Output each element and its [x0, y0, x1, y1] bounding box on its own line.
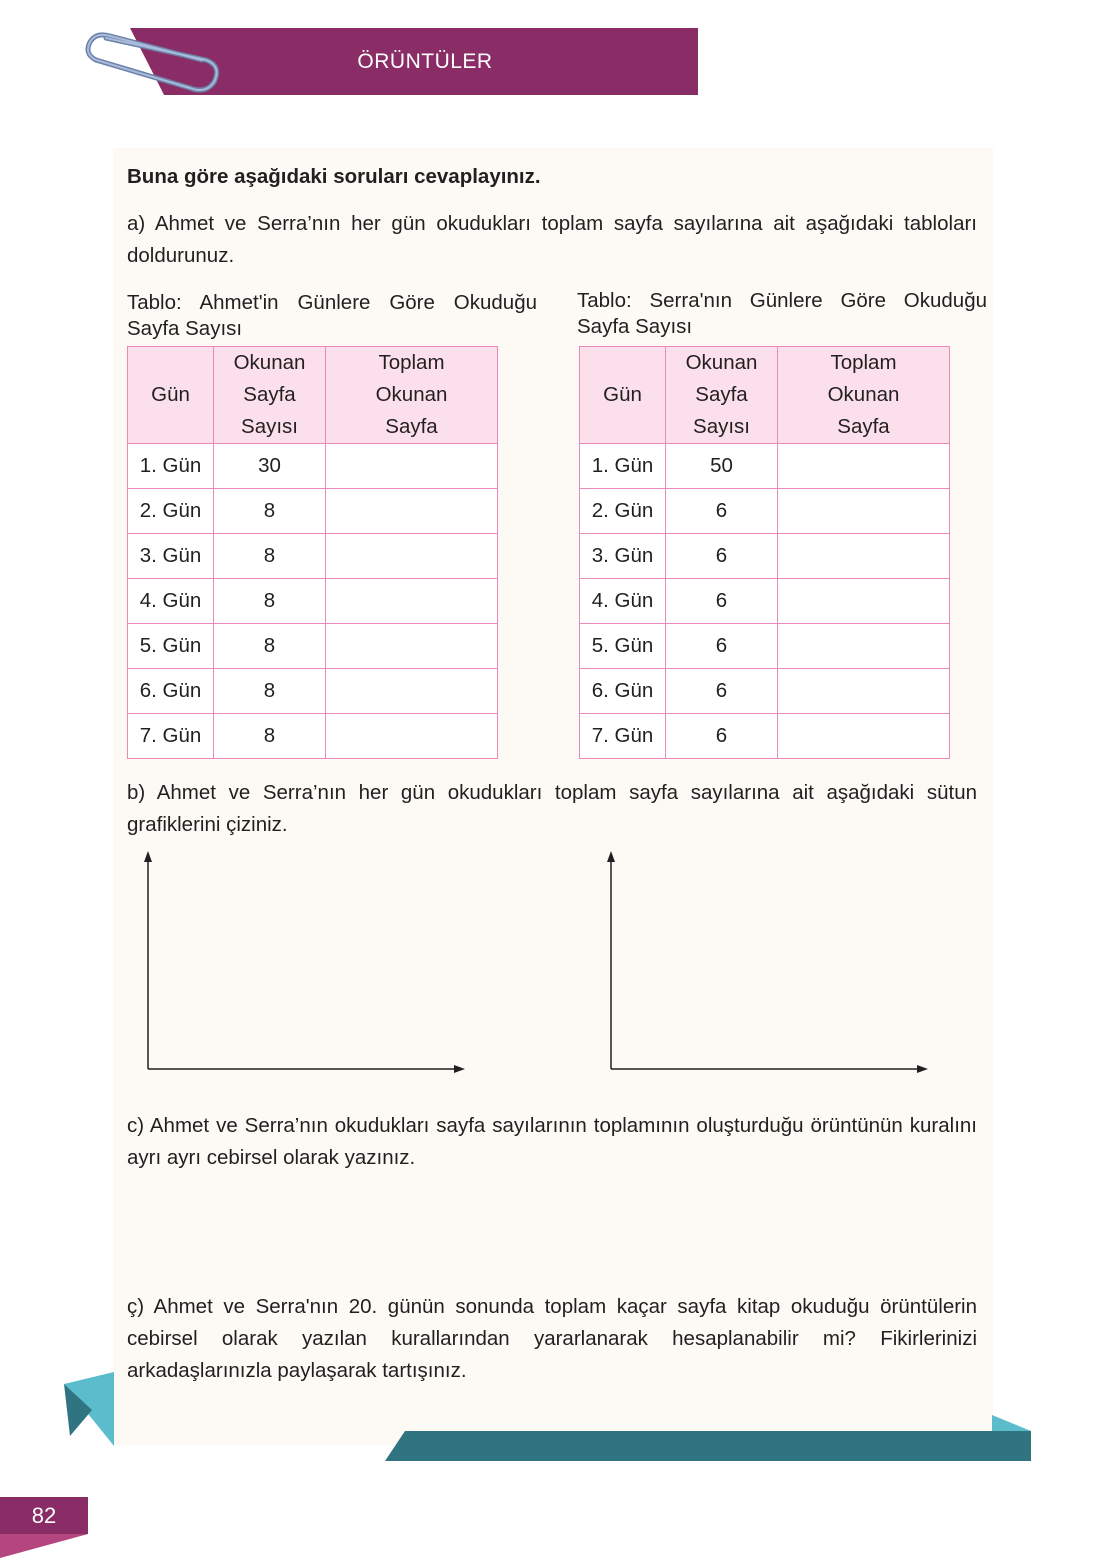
- paperclip-icon: [76, 20, 226, 100]
- table-row: [128, 534, 498, 579]
- day-cell: 6. Gün: [128, 669, 214, 714]
- day-cell: 5. Gün: [580, 624, 666, 669]
- pages-cell: 6: [666, 489, 778, 534]
- table-row: [128, 444, 498, 489]
- table-header-row: [580, 347, 950, 444]
- table-row: [128, 669, 498, 714]
- table-row: [580, 489, 950, 534]
- table-row: [580, 624, 950, 669]
- pages-cell: 8: [214, 489, 326, 534]
- ahmet-table: [127, 346, 498, 759]
- pages-cell: 8: [214, 534, 326, 579]
- table-row: [580, 669, 950, 714]
- table-row: [580, 534, 950, 579]
- total-cell[interactable]: [326, 534, 498, 579]
- serra-graph-axes[interactable]: [601, 848, 933, 1078]
- pages-cell: 8: [214, 714, 326, 759]
- day-cell: 1. Gün: [128, 444, 214, 489]
- pages-cell: 6: [666, 714, 778, 759]
- total-cell[interactable]: [778, 714, 950, 759]
- y-axis-arrow-icon: [607, 851, 615, 862]
- total-cell[interactable]: [778, 534, 950, 579]
- page-number-tail: [0, 1534, 88, 1558]
- question-a: a) Ahmet ve Serra’nın her gün okudukları toplam sayfa sayılarına ait aşağıdaki tabloları doldurunuz.: [127, 212, 977, 267]
- day-cell: 3. Gün: [128, 534, 214, 579]
- table-caption-serra: Tablo: Serra'nın Günlere Göre Okuduğu Sayfa Sayısı: [577, 289, 987, 338]
- day-cell: 4. Gün: [580, 579, 666, 624]
- day-cell: 6. Gün: [580, 669, 666, 714]
- serra-table: [579, 346, 950, 759]
- ahmet-graph-axes[interactable]: [138, 848, 470, 1078]
- header-total-pages: Toplam Okunan Sayfa: [326, 347, 498, 444]
- x-axis-arrow-icon: [917, 1065, 928, 1073]
- header-day: Gün: [580, 347, 666, 444]
- header-total-pages: Toplam Okunan Sayfa: [778, 347, 950, 444]
- decorative-footer-bar: [385, 1415, 1031, 1461]
- decorative-corner-left: [64, 1372, 114, 1446]
- day-cell: 2. Gün: [580, 489, 666, 534]
- table-row: [128, 579, 498, 624]
- day-cell: 4. Gün: [128, 579, 214, 624]
- pages-cell: 6: [666, 579, 778, 624]
- pages-cell: 8: [214, 624, 326, 669]
- table-row: [128, 624, 498, 669]
- header-day: Gün: [128, 347, 214, 444]
- table-header-row: [128, 347, 498, 444]
- table-caption-ahmet: Tablo: Ahmet'in Günlere Göre Okuduğu Sayfa Sayısı: [127, 291, 537, 340]
- intro-text: Buna göre aşağıdaki soruları cevaplayınız.: [127, 165, 541, 188]
- pages-cell: 6: [666, 669, 778, 714]
- day-cell: 1. Gün: [580, 444, 666, 489]
- total-cell[interactable]: [326, 444, 498, 489]
- total-cell[interactable]: [778, 444, 950, 489]
- total-cell[interactable]: [778, 579, 950, 624]
- pages-cell: 50: [666, 444, 778, 489]
- y-axis-arrow-icon: [144, 851, 152, 862]
- table-row: [580, 579, 950, 624]
- table-row: [580, 444, 950, 489]
- header-pages-read: Okunan Sayfa Sayısı: [666, 347, 778, 444]
- total-cell[interactable]: [326, 579, 498, 624]
- day-cell: 2. Gün: [128, 489, 214, 534]
- pages-cell: 6: [666, 534, 778, 579]
- day-cell: 7. Gün: [580, 714, 666, 759]
- table-row: [580, 714, 950, 759]
- header-pages-read: Okunan Sayfa Sayısı: [214, 347, 326, 444]
- total-cell[interactable]: [326, 489, 498, 534]
- x-axis-arrow-icon: [454, 1065, 465, 1073]
- total-cell[interactable]: [326, 714, 498, 759]
- table-row: [128, 714, 498, 759]
- total-cell[interactable]: [778, 489, 950, 534]
- pages-cell: 8: [214, 669, 326, 714]
- day-cell: 7. Gün: [128, 714, 214, 759]
- pages-cell: 30: [214, 444, 326, 489]
- page-title: ÖRÜNTÜLER: [357, 50, 493, 73]
- question-b: b) Ahmet ve Serra’nın her gün okudukları toplam sayfa sayılarına ait aşağıdaki sütun grafiklerini çiziniz.: [127, 781, 977, 836]
- day-cell: 5. Gün: [128, 624, 214, 669]
- day-cell: 3. Gün: [580, 534, 666, 579]
- total-cell[interactable]: [326, 669, 498, 714]
- table-row: [128, 489, 498, 534]
- question-c: c) Ahmet ve Serra’nın okudukları sayfa sayılarının toplamının oluşturduğu örüntünün kuralını ayrı ayrı cebirsel olarak yazınız.: [127, 1114, 977, 1169]
- total-cell[interactable]: [778, 624, 950, 669]
- pages-cell: 6: [666, 624, 778, 669]
- question-cc: ç) Ahmet ve Serra'nın 20. günün sonunda toplam kaçar sayfa kitap okuduğu örüntülerin cebirsel olarak yazılan kurallarından yararlanarak hesaplanabilir mi? Fikirlerinizi arkadaşlarınızla paylaşarak tartışınız.: [127, 1295, 977, 1382]
- total-cell[interactable]: [778, 669, 950, 714]
- page-number: 82: [0, 1497, 88, 1534]
- total-cell[interactable]: [326, 624, 498, 669]
- pages-cell: 8: [214, 579, 326, 624]
